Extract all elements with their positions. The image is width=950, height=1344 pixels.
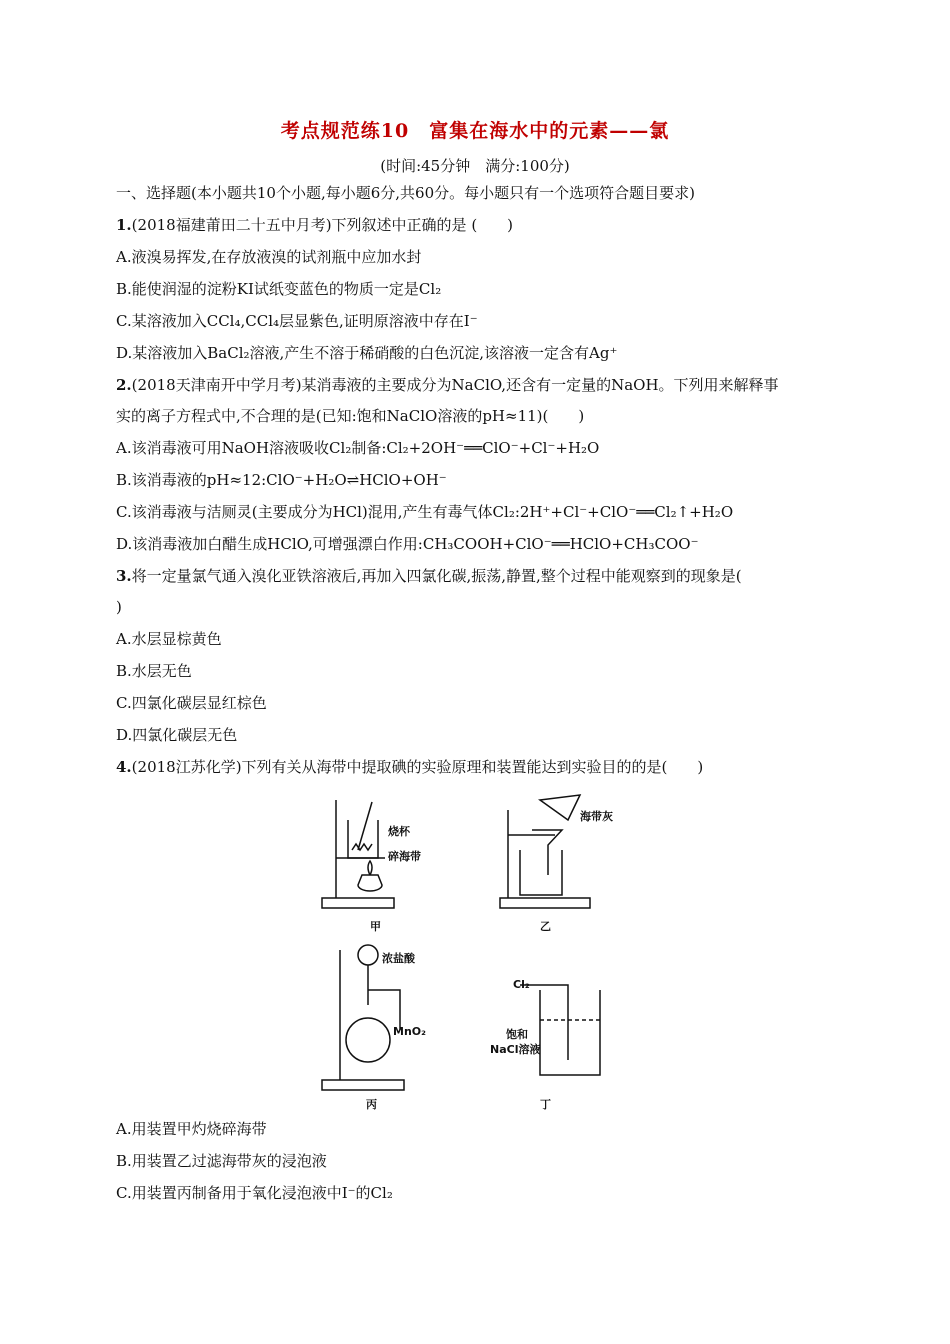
- jia-beaker: [348, 820, 378, 858]
- jia-seaweed-pieces: [352, 844, 372, 850]
- ding-label: 丁: [540, 1098, 551, 1111]
- yi-funnel: [532, 830, 562, 875]
- question-4-option-c: C.用装置丙制备用于氧化浸泡液中I⁻的Cl₂: [116, 1184, 393, 1202]
- question-4-option-a: A.用装置甲灼烧碎海带: [116, 1120, 267, 1138]
- question-2-option-c: C.该消毒液与洁厕灵(主要成分为HCl)混用,产生有毒气体Cl₂:2H⁺+Cl⁻+ClO⁻══Cl₂↑+H₂O: [116, 503, 734, 521]
- bing-base: [322, 1080, 404, 1090]
- question-3-stem-line1: [116, 566, 742, 586]
- ding-beaker: [540, 990, 600, 1075]
- apparatus-bing: [322, 945, 404, 1090]
- ding-nacl-label: NaCl溶液: [490, 1043, 541, 1056]
- page-title: 考点规范练10 富集在海水中的元素——氯: [280, 120, 670, 142]
- question-3-option-a: A.水层显棕黄色: [116, 630, 222, 648]
- question-1-stem: [116, 215, 513, 235]
- question-3-number: 3.: [116, 567, 132, 585]
- apparatus-yi: [500, 795, 590, 908]
- jia-glass-rod: [358, 802, 372, 850]
- question-2-option-d: D.该消毒液加白醋生成HClO,可增强漂白作用:CH₃COOH+ClO⁻══HClO+CH₃COO⁻: [116, 535, 699, 553]
- question-2-option-b: B.该消毒液的pH≈12:ClO⁻+H₂O⇌HClO+OH⁻: [116, 471, 447, 489]
- question-4-number: 4.: [116, 758, 132, 776]
- jia-label: 甲: [370, 920, 381, 933]
- apparatus-figure: [300, 790, 660, 1120]
- jia-base: [322, 898, 394, 908]
- question-4-text: (2018江苏化学)下列有关从海带中提取碘的实验原理和装置能达到实验目的的是( ): [131, 758, 704, 776]
- question-4-stem: [116, 757, 703, 777]
- question-2-option-a: A.该消毒液可用NaOH溶液吸收Cl₂制备:Cl₂+2OH⁻══ClO⁻+Cl⁻+H₂O: [116, 439, 600, 457]
- bing-flask: [346, 1018, 390, 1062]
- question-3-option-c: C.四氯化碳层显红棕色: [116, 694, 267, 712]
- question-3-option-b: B.水层无色: [116, 662, 192, 680]
- yi-crucible: [540, 795, 580, 820]
- jia-alcohol-lamp: [358, 875, 382, 891]
- bing-separatory-funnel: [358, 945, 378, 965]
- yi-base: [500, 898, 590, 908]
- question-1-option-c: C.某溶液加入CCl₄,CCl₄层显紫色,证明原溶液中存在I⁻: [116, 312, 478, 330]
- bing-acid-label: 浓盐酸: [382, 952, 415, 965]
- question-1-text: (2018福建莆田二十五中月考)下列叙述中正确的是 ( ): [131, 216, 514, 234]
- page-subtitle: (时间:45分钟 满分:100分): [380, 157, 570, 175]
- question-2-stem-line1: [116, 375, 779, 395]
- section-heading: 一、选择题(本小题共10个小题,每小题6分,共60分。每小题只有一个选项符合题目要求): [116, 184, 695, 202]
- bing-label: 丙: [366, 1098, 377, 1111]
- ding-cl2-label: Cl₂: [513, 978, 530, 991]
- apparatus-ding: [520, 985, 600, 1075]
- jia-seaweed-label: 碎海带: [388, 850, 421, 863]
- yi-ash-label: 海带灰: [580, 810, 613, 823]
- jia-beaker-label: 烧杯: [388, 825, 410, 838]
- question-3-text: 将一定量氯气通入溴化亚铁溶液后,再加入四氯化碳,振荡,静置,整个过程中能观察到的现象是(: [131, 567, 742, 585]
- ding-sat-label: 饱和: [506, 1028, 528, 1041]
- question-3-option-d: D.四氯化碳层无色: [116, 726, 238, 744]
- question-1-option-b: B.能使润湿的淀粉KI试纸变蓝色的物质一定是Cl₂: [116, 280, 442, 298]
- question-4-option-b: B.用装置乙过滤海带灰的浸泡液: [116, 1152, 327, 1170]
- yi-label: 乙: [540, 920, 551, 933]
- question-3-stem-line2: ): [116, 598, 122, 616]
- yi-beaker: [520, 850, 562, 895]
- question-1-option-a: A.液溴易挥发,在存放液溴的试剂瓶中应加水封: [116, 248, 422, 266]
- apparatus-jia: [322, 800, 394, 908]
- question-1-option-d: D.某溶液加入BaCl₂溶液,产生不溶于稀硝酸的白色沉淀,该溶液一定含有Ag⁺: [116, 344, 618, 362]
- question-1-number: 1.: [116, 216, 132, 234]
- question-2-stem-line2: 实的离子方程式中,不合理的是(已知:饱和NaClO溶液的pH≈11)( ): [116, 407, 585, 425]
- question-2-text: (2018天津南开中学月考)某消毒液的主要成分为NaClO,还含有一定量的NaOH。下列用来解释事: [131, 376, 779, 394]
- question-2-number: 2.: [116, 376, 132, 394]
- jia-flame: [368, 861, 372, 875]
- bing-mno2-label: MnO₂: [393, 1025, 426, 1038]
